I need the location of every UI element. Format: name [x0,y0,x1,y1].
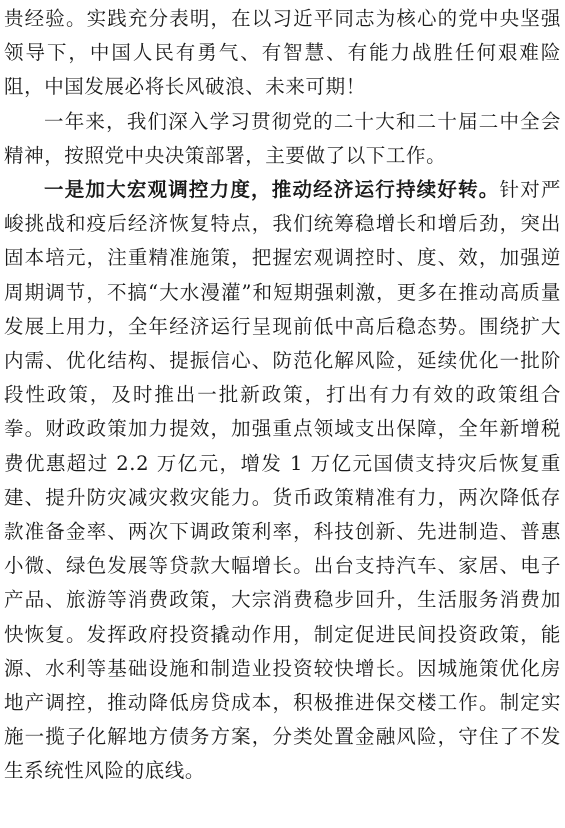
paragraph-macro-control [4,173,561,789]
paragraph-text: 针对严峻挑战和疫后经济恢复特点，我们统筹稳增长和增后劲，突出固本培元，注重精准施策，把握宏观调控时、度、效，加强逆周期调节，不搞“大水漫灌”和短期强刺激，更多在推动高质量发展上用力，全年经济运行呈现前低中高后稳态势。围绕扩大内需、优化结构、提振信心、防范化解风险，延续优化一批阶段性政策，及时推出一批新政策，打出有力有效的政策组合拳。财政政策加力提效，加强重点领域支出保障，全年新增税费优惠超过 2.2 万亿元，增发 1 万亿元国债支持灾后恢复重建、提升防灾减灾救灾能力。货币政策精准有力，两次降低存款准备金率、两次下调政策利率，科技创新、先进制造、普惠小微、绿色发展等贷款大幅增长。出台支持汽车、家居、电子产品、旅游等消费政策，大宗消费稳步回升，生活服务消费加快恢复。发挥政府投资撬动作用，制定促进民间投资政策，能源、水利等基础设施和制造业投资较快增长。因城施策优化房地产调控，推动降低房贷成本，积极推进保交楼工作。制定实施一揽子化解地方债务方案，分类处置金融风险，守住了不发生系统性风险的底线。 [4,178,561,783]
paragraph-summary [4,105,561,173]
paragraph-text: 贵经验。实践充分表明，在以习近平同志为核心的党中央坚强领导下，中国人民有勇气、有智慧、有能力战胜任何艰难险阻，中国发展必将长风破浪、未来可期！ [4,7,561,99]
paragraph-continuation [4,2,561,105]
paragraph-bold-lead: 一是加大宏观调控力度，推动经济运行持续好转。 [44,178,500,202]
paragraph-text: 一年来，我们深入学习贯彻党的二十大和二十届二中全会精神，按照党中央决策部署，主要做了以下工作。 [4,109,561,167]
